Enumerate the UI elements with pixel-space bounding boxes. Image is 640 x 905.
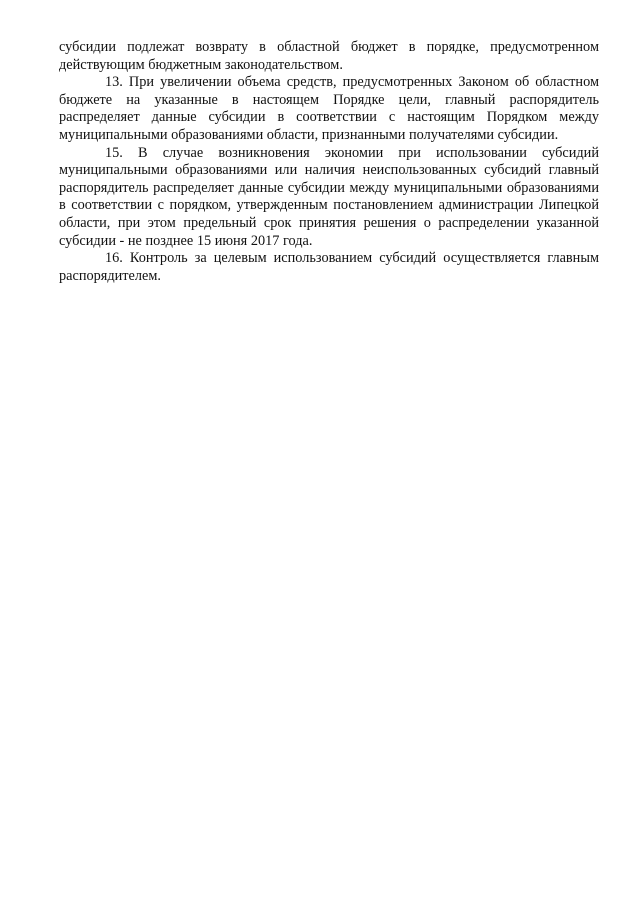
document-body bbox=[59, 39, 599, 285]
paragraph-16: 16. Контроль за целевым использованием субсидий осуществляется главным распорядителем. bbox=[59, 250, 599, 284]
paragraph-continuation: субсидии подлежат возврату в областной бюджет в порядке, предусмотренном действующим бюджетным законодательством. bbox=[59, 39, 599, 73]
paragraph-13: 13. При увеличении объема средств, предусмотренных Законом об областном бюджете на указанные в настоящем Порядке цели, главный распорядитель распределяет данные субсидии в соответствии с настоящим Порядком между муниципальными образованиями области, признанными получателями субсидии. bbox=[59, 74, 599, 143]
paragraph-15: 15. В случае возникновения экономии при использовании субсидий муниципальными образованиями или наличия неиспользованных субсидий главный распорядитель распределяет данные субсидии между муниципальными образованиями в соответствии с порядком, утвержденным постановлением администрации Липецкой области, при этом предельный срок принятия решения о распределении указанной субсидии - не позднее 15 июня 2017 года. bbox=[59, 144, 599, 249]
